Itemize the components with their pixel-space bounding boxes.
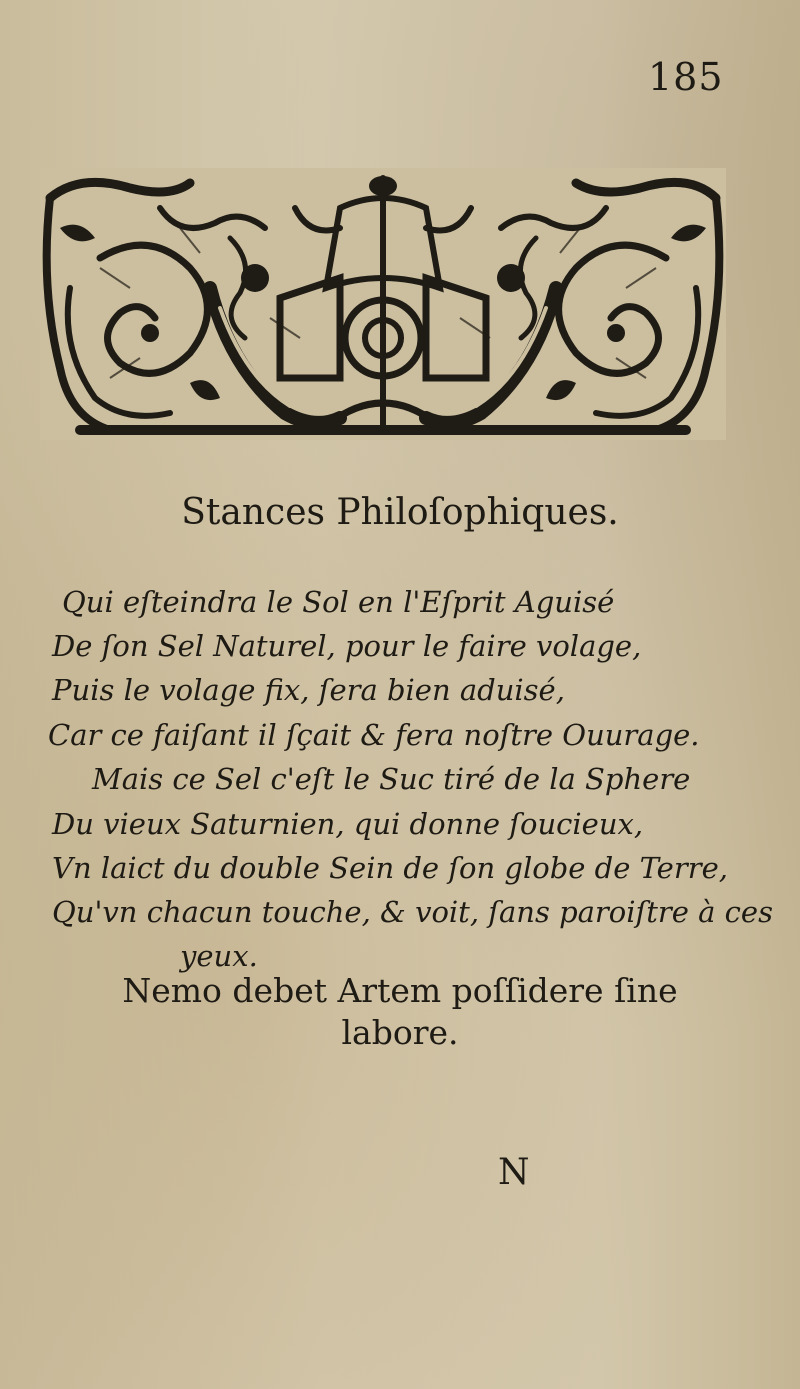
verse-line: Du vieux Saturnien, qui donne ſoucieux, — [52, 807, 644, 841]
verse-line: yeux. — [180, 939, 258, 973]
verse-line: Car ce faiſant il ſçait & fera noſtre Ouurage. — [48, 718, 700, 752]
verse-line: De ſon Sel Naturel, pour le faire volage, — [52, 629, 642, 663]
woodcut-ornament — [40, 168, 726, 440]
verse-line: Mais ce Sel c'eſt le Suc tiré de la Sphere — [92, 762, 691, 796]
show-through-texture — [40, 1040, 720, 1340]
verse-line: Qu'vn chacun touche, & voit, ſans paroiſtre à ces — [52, 895, 773, 929]
page-title: Stances Philoſophiques. — [181, 492, 619, 533]
motto-line: Nemo debet Artem poſſidere ſine — [122, 971, 678, 1010]
verse-line: Vn laict du double Sein de ſon globe de Terre, — [52, 851, 728, 885]
verse-line: Puis le volage fix, ſera bien aduisé, — [52, 673, 565, 707]
verse-line: Qui eſteindra le Sol en l'Eſprit Aguisé — [62, 585, 615, 619]
page-number: 185 — [648, 55, 724, 99]
signature-mark: N — [498, 1152, 530, 1193]
motto-line: labore. — [341, 1013, 459, 1052]
latin-motto — [0, 970, 800, 1054]
